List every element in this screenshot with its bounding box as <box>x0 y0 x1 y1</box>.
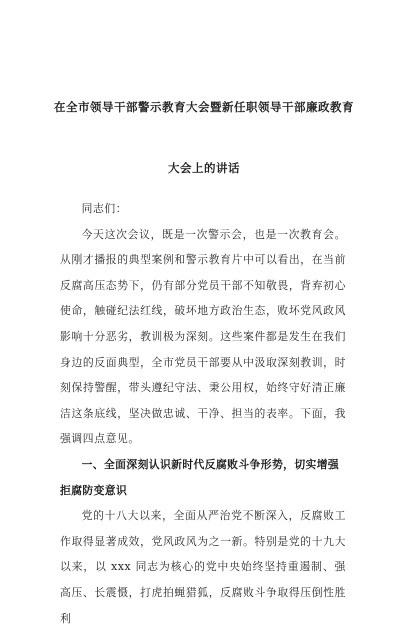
document-title-line-1: 在全市领导干部警示教育大会暨新任职领导干部廉政教育 <box>54 100 354 114</box>
section-heading-1: 一、全面深刻认识新时代反腐败斗争形势，切实增强拒腐防变意识 <box>60 457 340 497</box>
paragraph-intro: 今天这次会议，既是一次警示会，也是一次教育会。从刚才播报的典型案例和警示教育片中可以看出，在当前反腐高压态势下，仍有部分党员干部不知敬畏，背弃初心使命，触碰纪法红线，破坏地方政治生态，败坏党风政风影响十分恶劣，教训极为深刻。这些案件都是发生在我们身边的反面典型，全市党员干部要从中汲取深刻教训，时刻保持警醒，带头遵纪守法、秉公用权，始终守好清正廉洁这条底线，坚决做忠诚、干净、担当的表率。下面，我强调四点意见。 <box>60 227 346 446</box>
document-body <box>60 196 346 631</box>
paragraph-section-1: 党的十八大以来，全面从严治党不断深入，反腐败工作取得显著成效，党风政风为之一新。特别是党的十九大以来，以 xxx 同志为核心的党中央始终坚持重遏制、强高压、长震慑，打虎拍蝇猎狐，反腐败斗争取得压倒性胜利 <box>60 509 346 625</box>
document-title-line-2: 大会上的讲话 <box>168 161 240 175</box>
salutation: 同志们： <box>81 202 128 215</box>
